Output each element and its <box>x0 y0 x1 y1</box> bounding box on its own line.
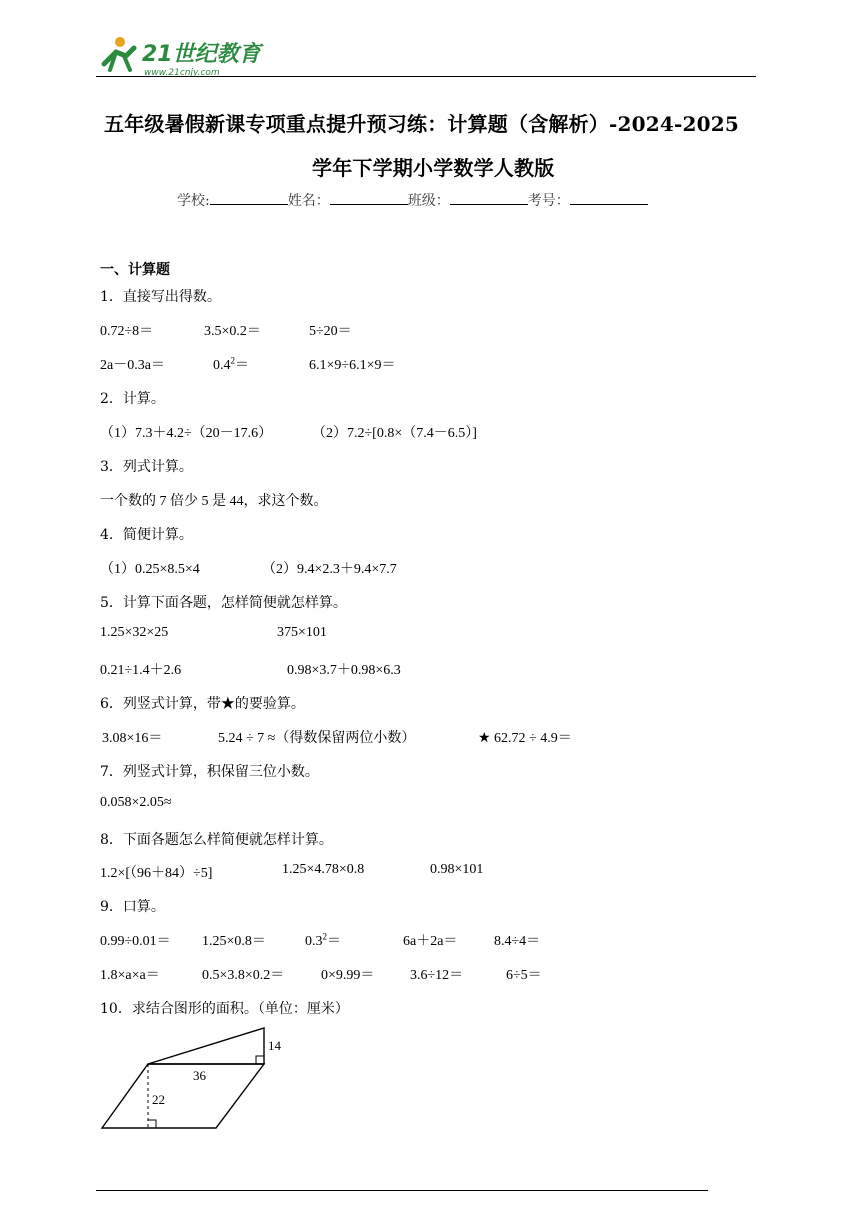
q6-title: 6．列竖式计算，带★的要验算。 <box>100 696 305 712</box>
q1-r1-a: 0.72÷8＝ <box>100 324 154 339</box>
composite-figure <box>96 1022 296 1134</box>
right-angle-mark-bottom <box>148 1120 156 1128</box>
logo-brand: 21世纪教育 <box>142 42 261 67</box>
q9-r2-e: 6÷5＝ <box>506 968 542 983</box>
q8-a: 1.2×[（96＋84）÷5] <box>100 866 213 881</box>
q5-r1-b: 375×101 <box>277 625 327 640</box>
q9-r1-e: 8.4÷4＝ <box>494 934 541 949</box>
q9-r2-c: 0×9.99＝ <box>321 968 375 983</box>
q4-a: （1）0.25×8.5×4 <box>100 562 200 577</box>
class-blank[interactable] <box>450 192 528 205</box>
runner-icon <box>104 37 134 70</box>
school-label: 学校: <box>177 193 210 209</box>
q5-r1-a: 1.25×32×25 <box>100 625 169 640</box>
q5-r2-b: 0.98×3.7＋0.98×6.3 <box>287 663 401 678</box>
q9-r2-a: 1.8×a×a＝ <box>100 968 160 983</box>
student-info-line <box>177 190 648 210</box>
q6-b: 5.24 ÷ 7 ≈（得数保留两位小数） <box>218 731 416 746</box>
section-heading: 一、计算题 <box>100 262 170 278</box>
q2-title: 2．计算。 <box>100 391 165 407</box>
title-line-1: 五年级暑假新课专项重点提升预习练：计算题（含解析）-2024-2025 <box>104 112 739 136</box>
name-blank[interactable] <box>330 192 408 205</box>
q6-a: 3.08×16＝ <box>102 731 163 746</box>
q2-a: （1）7.3＋4.2÷（20－17.6） <box>100 426 273 441</box>
q5-r2-a: 0.21÷1.4＋2.6 <box>100 663 182 678</box>
q1-r2-a: 2a－0.3a＝ <box>100 358 165 373</box>
label-14: 14 <box>268 1038 281 1053</box>
q8-c: 0.98×101 <box>430 862 484 877</box>
q1-r1-c: 5÷20＝ <box>309 324 352 339</box>
q1-title: 1．直接写出得数。 <box>100 289 221 305</box>
logo <box>96 34 266 80</box>
q2-b: （2）7.2÷[0.8×（7.4－6.5）] <box>312 426 477 441</box>
label-36: 36 <box>193 1068 206 1083</box>
q7-title: 7．列竖式计算，积保留三位小数。 <box>100 764 319 780</box>
title-line-2: 学年下学期小学数学人教版 <box>312 156 555 180</box>
exam-no-blank[interactable] <box>570 192 648 205</box>
q8-b: 1.25×4.78×0.8 <box>282 862 365 877</box>
logo-url: www.21cnjy.com <box>144 68 220 78</box>
school-blank[interactable] <box>210 192 288 205</box>
label-22: 22 <box>152 1092 165 1107</box>
exam-no-label: 考号： <box>527 193 570 209</box>
header-rule <box>96 76 756 77</box>
q7-text: 0.058×2.05≈ <box>100 795 172 810</box>
figure-triangle <box>148 1028 264 1064</box>
q8-title: 8．下面各题怎么样简便就怎样计算。 <box>100 832 333 848</box>
q10-title: 10．求结合图形的面积。（单位：厘米） <box>100 1001 349 1017</box>
right-angle-mark-top <box>256 1056 264 1064</box>
q4-b: （2）9.4×2.3＋9.4×7.7 <box>262 562 397 577</box>
q6-c: ★ 62.72 ÷ 4.9＝ <box>478 731 572 746</box>
q3-text: 一个数的 7 倍少 5 是 44，求这个数。 <box>100 494 328 509</box>
figure-parallelogram <box>102 1064 264 1128</box>
q9-r1-b: 1.25×0.8＝ <box>202 934 266 949</box>
q9-r2-b: 0.5×3.8×0.2＝ <box>202 968 285 983</box>
q9-title: 9．口算。 <box>100 899 165 915</box>
q1-r1-b: 3.5×0.2＝ <box>204 324 261 339</box>
footer-rule <box>96 1190 708 1191</box>
name-label: 姓名： <box>287 193 330 209</box>
q3-title: 3．列式计算。 <box>100 459 193 475</box>
q9-r1-d: 6a＋2a＝ <box>403 934 458 949</box>
q9-r1-c: $0.3^2=$ <box>305 931 341 949</box>
q1-r2-c: 6.1×9÷6.1×9＝ <box>309 358 396 373</box>
q9-r1-a: 0.99÷0.01＝ <box>100 934 171 949</box>
q1-r2-b: $0.4^2=$ <box>213 355 249 373</box>
q5-title: 5．计算下面各题，怎样简便就怎样算。 <box>100 595 347 611</box>
q4-title: 4．简便计算。 <box>100 527 193 543</box>
q9-r2-d: 3.6÷12＝ <box>410 968 464 983</box>
class-label: 班级： <box>407 193 450 209</box>
